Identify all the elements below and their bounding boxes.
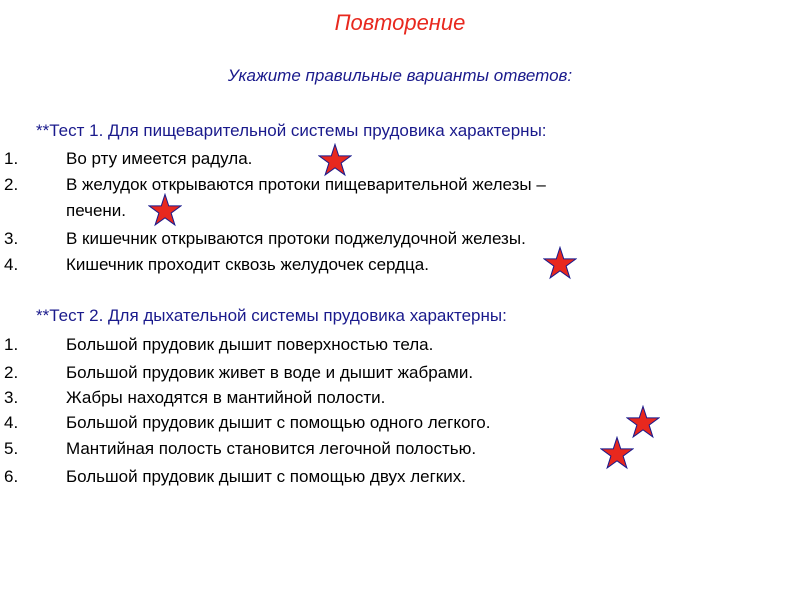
item-number: 4. — [4, 413, 19, 432]
item-number: 2. — [4, 175, 19, 194]
item-text: Во рту имеется радула. — [66, 149, 253, 168]
item-text: Мантийная полость становится легочной полостью. — [66, 439, 477, 458]
star-icon — [318, 143, 352, 177]
item-text: Жабры находятся в мантийной полости. — [66, 388, 386, 407]
item-text: Большой прудовик дышит с помощью одного легкого. — [66, 413, 491, 432]
item-text: Большой прудовик живет в воде и дышит жабрами. — [66, 363, 474, 382]
item-number: 1. — [4, 149, 19, 168]
item-text: В кишечник открываются протоки поджелудочной железы. — [66, 229, 526, 248]
item-text: Кишечник проходит сквозь желудочек сердца. — [66, 255, 429, 274]
item-text-continued: печени. — [66, 201, 127, 220]
item-number: 2. — [4, 363, 19, 382]
slide-subtitle: Укажите правильные варианты ответов: — [227, 66, 573, 85]
star-icon — [543, 246, 577, 280]
item-text: Большой прудовик дышит поверхностью тела. — [66, 335, 434, 354]
star-icon — [148, 193, 182, 227]
item-number: 1. — [4, 335, 19, 354]
item-number: 4. — [4, 255, 19, 274]
star-icon — [626, 405, 660, 439]
item-text: Большой прудовик дышит с помощью двух легких. — [66, 467, 466, 486]
item-text: В желудок открываются протоки пищеварительной железы – — [66, 175, 546, 194]
slide-title: Повторение — [334, 10, 466, 35]
star-icon — [600, 436, 634, 470]
test2-heading: **Тест 2. Для дыхательной системы прудовика характерны: — [36, 306, 507, 325]
item-number: 3. — [4, 229, 19, 248]
test1-heading: **Тест 1. Для пищеварительной системы прудовика характерны: — [36, 121, 547, 140]
item-number: 5. — [4, 439, 19, 458]
item-number: 3. — [4, 388, 19, 407]
item-number: 6. — [4, 467, 19, 486]
